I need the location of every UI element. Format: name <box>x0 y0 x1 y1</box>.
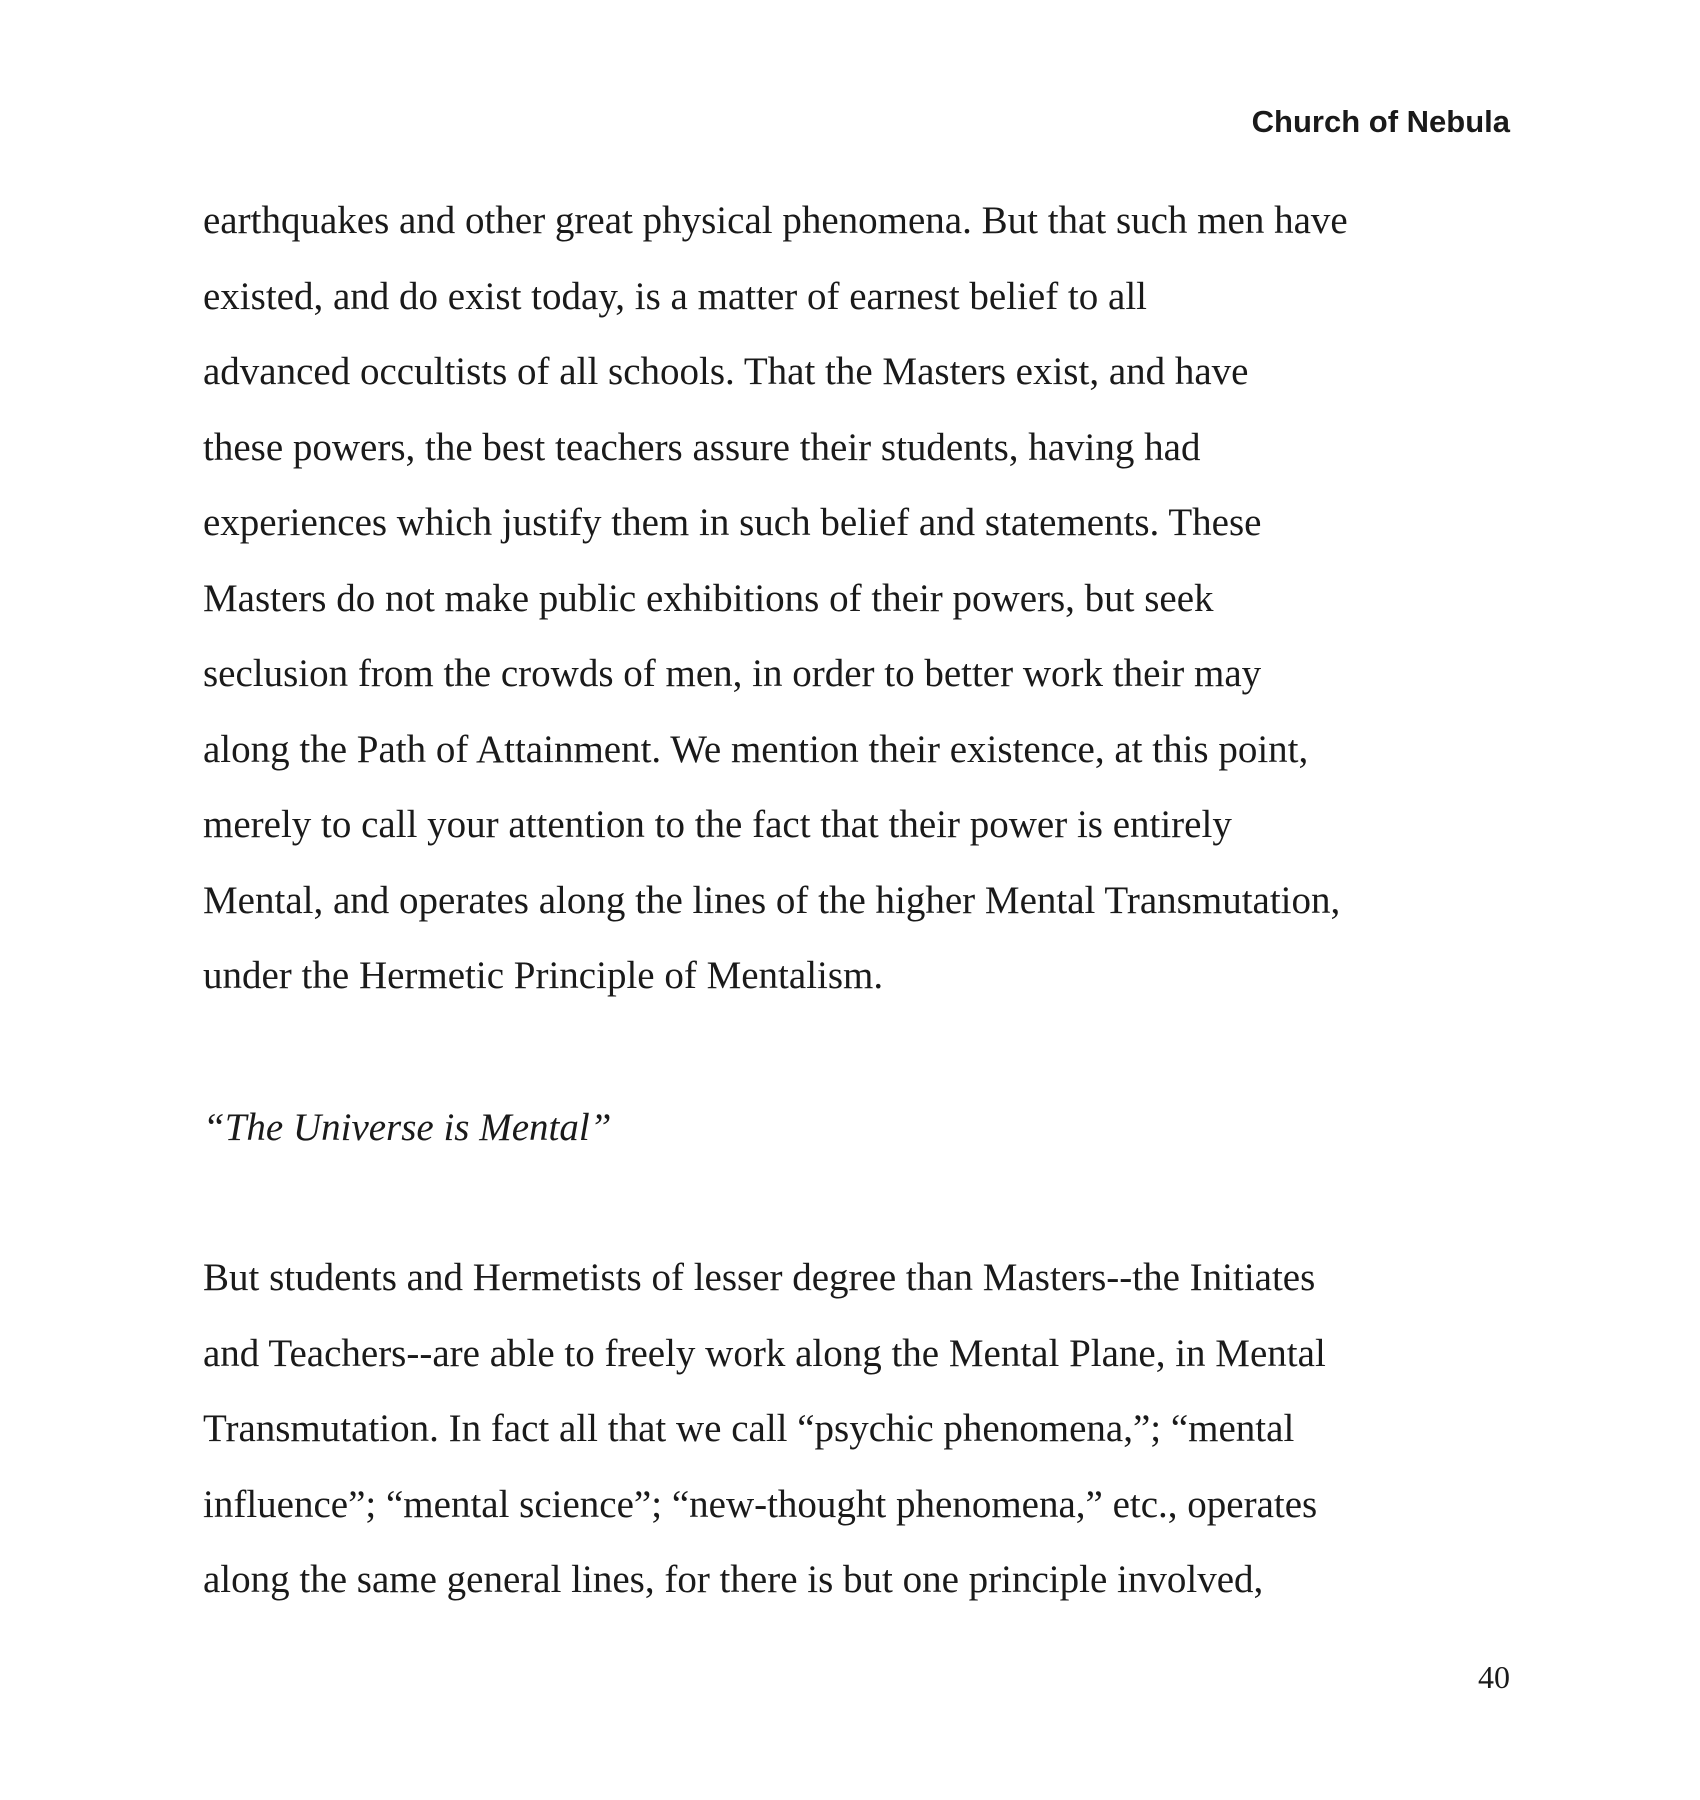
paragraph-line: and Teachers--are able to freely work along the Mental Plane, in Mental <box>203 1331 1326 1375</box>
section-quote-heading: “The Universe is Mental” <box>203 1106 612 1149</box>
paragraph-line: earthquakes and other great physical phenomena. But that such men have <box>203 199 1348 242</box>
paragraph-line: Mental, and operates along the lines of the higher Mental Transmutation, <box>203 878 1341 922</box>
paragraph-line: But students and Hermetists of lesser degree than Masters--the Initiates <box>203 1256 1316 1299</box>
paragraph-line: Transmutation. In fact all that we call “psychic phenomena,”; “mental <box>203 1407 1295 1450</box>
paragraph-line: influence”; “mental science”; “new-thought phenomena,” etc., operates <box>203 1482 1318 1526</box>
running-header: Church of Nebula <box>1251 104 1510 139</box>
paragraph-line: experiences which justify them in such belief and statements. These <box>203 501 1262 544</box>
page-number: 40 <box>1478 1659 1510 1695</box>
paragraph-line: under the Hermetic Principle of Mentalism. <box>203 954 884 997</box>
paragraph-line: along the same general lines, for there is but one principle involved, <box>203 1558 1264 1601</box>
paragraph-line: advanced occultists of all schools. That the Masters exist, and have <box>203 350 1249 393</box>
paragraph-line: these powers, the best teachers assure their students, having had <box>203 425 1201 469</box>
paragraph-line: existed, and do exist today, is a matter of earnest belief to all <box>203 274 1147 318</box>
paragraph-2 <box>203 1240 1513 1618</box>
paragraph-1 <box>203 183 1513 1014</box>
paragraph-line: Masters do not make public exhibitions of their powers, but seek <box>203 576 1214 620</box>
paragraph-line: along the Path of Attainment. We mention their existence, at this point, <box>203 727 1309 771</box>
paragraph-line: merely to call your attention to the fact that their power is entirely <box>203 803 1232 846</box>
paragraph-line: seclusion from the crowds of men, in order to better work their may <box>203 652 1262 695</box>
